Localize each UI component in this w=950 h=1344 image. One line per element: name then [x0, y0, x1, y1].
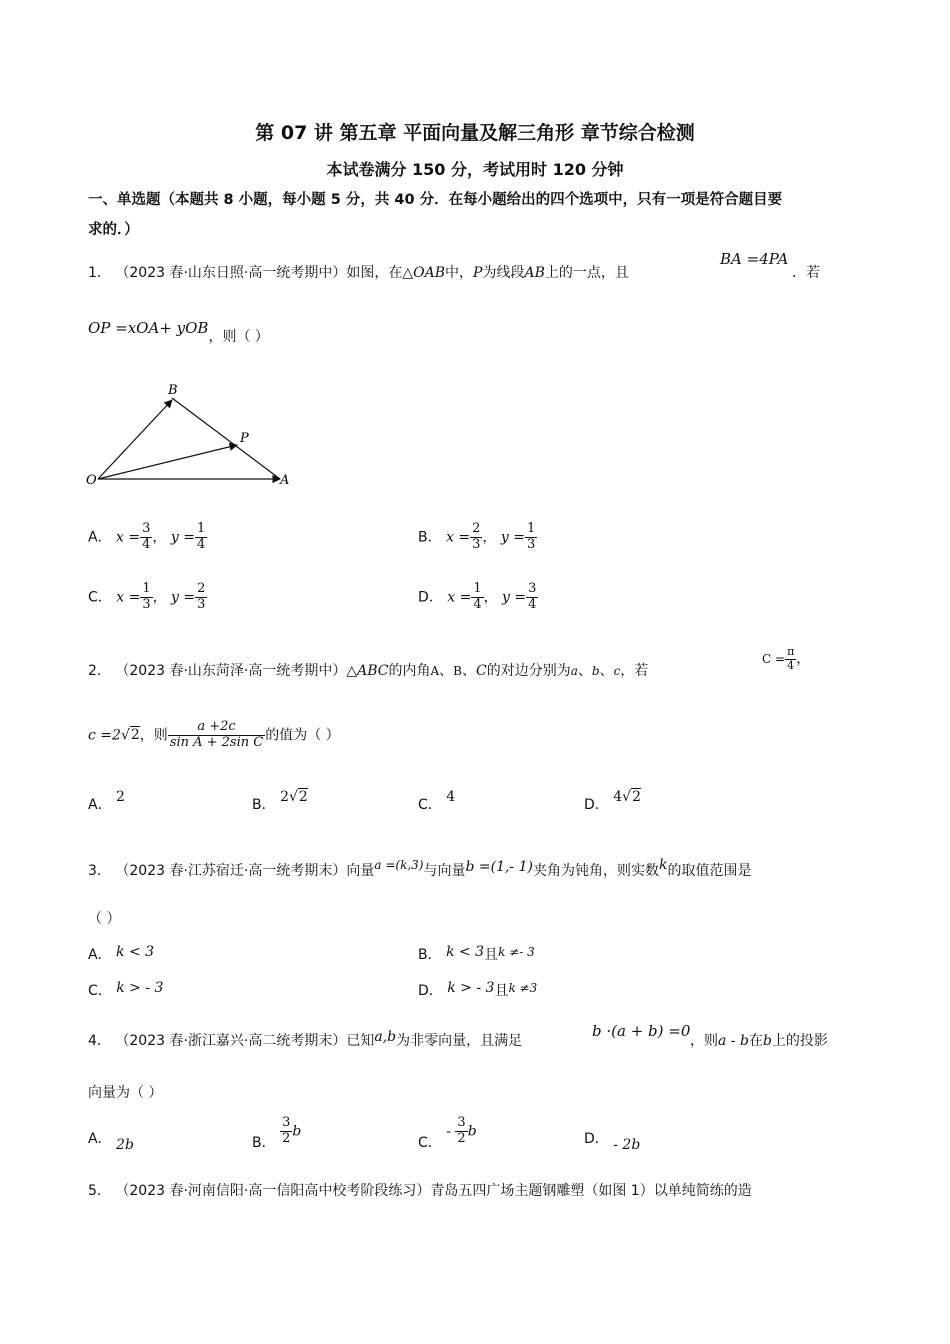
- q4-option-d[interactable]: D． - 2b: [584, 1131, 641, 1153]
- q4-option-a[interactable]: A． 2b: [88, 1131, 134, 1153]
- q4-option-c[interactable]: C． - $\frac{3}{2}$ b: [418, 1115, 477, 1152]
- q1-condition: BA =4PA: [720, 250, 789, 268]
- page-subtitle: 本试卷满分 150 分，考试用时 120 分钟: [326, 160, 624, 179]
- q3-ask: （ ）: [88, 911, 121, 927]
- q1-option-a[interactable]: A． x = $\frac{3}{4}$ ， y = $\frac{1}{4}$: [88, 521, 206, 552]
- question-5-line1: 5． （2023 春·河南信阳·高一信阳高中校考阶段练习）青岛五四广场主题钢雕塑（如图 1）以单纯简练的造: [88, 1183, 752, 1199]
- q3-option-a[interactable]: A． k < 3: [88, 944, 155, 963]
- q1-text-e: ．若: [792, 265, 820, 281]
- question-4-line1-end: ，则a - b在b上的投影: [690, 1033, 828, 1049]
- q1-option-b[interactable]: B． x = $\frac{2}{3}$ ， y = $\frac{1}{3}$: [418, 521, 536, 552]
- question-3-line1: 3． （2023 春·江苏宿迁·高一统考期末）向量a =(k,3)与向量b =(1,- 1)夹角为钝角，则实数k的取值范围是: [88, 857, 752, 879]
- q1-option-d[interactable]: D． x = $\frac{1}{4}$ ， y = $\frac{3}{4}$: [418, 581, 537, 612]
- q2-option-d[interactable]: D． 4√2: [584, 789, 641, 813]
- label-a: A: [280, 473, 290, 488]
- q3-option-d[interactable]: D． k > - 3且k ≠3: [418, 980, 538, 999]
- q1-triangle-figure: [80, 378, 300, 493]
- question-2-line1: 2． （2023 春·山东菏泽·高一统考期中）△ABC的内角A、B、C的对边分别为a、b、c，若: [88, 663, 649, 679]
- q2-option-c[interactable]: C． 4: [418, 789, 456, 813]
- section-heading-line1: 一、单选题（本题共 8 小题，每小题 5 分，共 40 分．在每小题给出的四个选项中，只有一项是符合题目要: [88, 192, 783, 208]
- vector-op: [98, 445, 237, 479]
- q1-equation: OP =xOA+ yOB: [88, 319, 209, 337]
- q4-text-f: 向量为（ ）: [88, 1085, 163, 1101]
- label-b: B: [168, 383, 178, 398]
- q3-option-b[interactable]: B． k < 3且k ≠- 3: [418, 944, 535, 963]
- q5-source: （2023 春·河南信阳·高一信阳高中校考阶段练习）: [115, 1183, 431, 1199]
- question-4-line1: 4． （2023 春·浙江嘉兴·高二统考期末）已知a,b为非零向量，且满足: [88, 1029, 523, 1049]
- q2-option-a[interactable]: A． 2: [88, 789, 125, 813]
- segment-ab: [172, 398, 280, 479]
- q1-number: 1．: [88, 265, 111, 281]
- label-p: P: [240, 431, 249, 446]
- section-heading-line2: 求的．）: [88, 222, 139, 238]
- q2-condition: C = $\frac{\pi}{4}$ ，: [762, 645, 811, 672]
- q2-source: （2023 春·山东菏泽·高一统考期中）: [115, 663, 347, 679]
- q4-source: （2023 春·浙江嘉兴·高二统考期末）: [115, 1033, 347, 1049]
- q4-condition: b ·(a + b) =0: [592, 1022, 691, 1040]
- page-title: 第 07 讲 第五章 平面向量及解三角形 章节综合检测: [255, 122, 695, 144]
- q2-option-b[interactable]: B． 2√2: [252, 789, 308, 813]
- q1-option-c[interactable]: C． x = $\frac{1}{3}$ ， y = $\frac{2}{3}$: [88, 581, 206, 612]
- q1-source: （2023 春·山东日照·高一统考期中）: [115, 265, 347, 281]
- question-1-line1: 1． （2023 春·山东日照·高一统考期中）如图，在△OAB中，P为线段AB上的一点，且: [88, 265, 629, 281]
- vector-ob: [98, 400, 172, 479]
- q3-source: （2023 春·江苏宿迁·高一统考期末）: [115, 863, 347, 879]
- question-1-line2: OP =xOA+ yOB，则（ ）: [88, 319, 269, 345]
- label-o: O: [86, 473, 97, 488]
- q3-option-c[interactable]: C． k > - 3: [88, 980, 164, 999]
- question-2-line2: c =2√2，则 $\frac{a +2c}{\text{sin A + 2sin C}}$ 的值为（ ）: [88, 719, 340, 750]
- q4-option-b[interactable]: B． $\frac{3}{2}$ b: [252, 1115, 302, 1152]
